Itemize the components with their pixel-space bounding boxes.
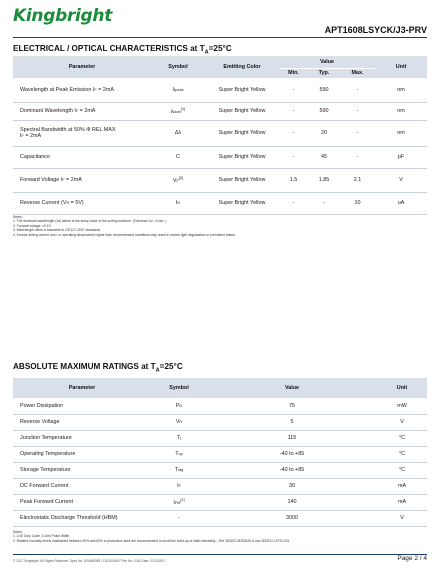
page-number: Page 2 / 4 [397, 555, 427, 562]
cell-parameter: Operating Temperature [13, 446, 151, 462]
table-row [13, 192, 427, 214]
symbol-subscript: FM [174, 500, 181, 505]
header-symbol: Symbol [151, 378, 207, 398]
cell-parameter: Storage Temperature [13, 462, 151, 478]
cell-parameter [13, 120, 151, 146]
kingbright-logo: Kingbright [13, 6, 113, 26]
symbol-subscript: D [179, 404, 183, 408]
header-emitting-color: Emitting Color [205, 56, 279, 78]
note-line: 1. The dominant wavelength (λd) above is the setup value of the sorting machine. (Tolerance λd : ±1nm. ) [13, 219, 167, 224]
cell-min: - [279, 120, 308, 146]
cell-unit: V [377, 510, 427, 526]
cell-min: - [279, 192, 308, 214]
cell-parameter [13, 192, 151, 214]
cell-parameter: Junction Temperature [13, 430, 151, 446]
cell-value: -40 to +85 [207, 462, 377, 478]
header-value: Value [279, 56, 375, 68]
cell-typ: - [308, 192, 340, 214]
param-subscript: F [94, 88, 97, 92]
param-tail: = 5V) [69, 200, 84, 206]
cell-symbol [151, 192, 205, 214]
param-text: Capacitance [20, 154, 50, 160]
header-parameter: Parameter [13, 56, 151, 78]
param-line2: I [20, 133, 22, 139]
cell-unit: pF [375, 146, 427, 168]
cell-min: - [279, 102, 308, 120]
cell-min: - [279, 146, 308, 168]
cell-typ: 590 [308, 78, 340, 102]
cell-typ: 45 [308, 146, 340, 168]
header-parameter: Parameter [13, 378, 151, 398]
cell-symbol [151, 510, 207, 526]
cell-unit: mW [377, 398, 427, 414]
cell-typ: 590 [308, 102, 340, 120]
header-unit: Unit [375, 56, 427, 78]
cell-color: Super Bright Yellow [205, 146, 279, 168]
param-tail: = 2mA [64, 177, 82, 183]
table-row [13, 398, 427, 414]
amr-section-title: ABSOLUTE MAXIMUM RATINGS at $T_A=25^\circ C$ [13, 362, 183, 374]
symbol-text: V [172, 177, 177, 184]
symbol-text: - [178, 515, 180, 521]
symbol-text: I [177, 483, 179, 489]
cell-parameter [13, 168, 151, 192]
eo-notes [13, 215, 427, 237]
cell-symbol [151, 398, 207, 414]
cell-symbol [151, 120, 205, 146]
symbol-superscript: [1] [180, 498, 185, 503]
cell-parameter: DC Forward Current [13, 478, 151, 494]
cell-unit: V [377, 414, 427, 430]
cell-color: Super Bright Yellow [205, 120, 279, 146]
param-subscript: F [75, 109, 79, 113]
symbol-text: T [174, 467, 179, 473]
table-row [13, 430, 427, 446]
param-tail: = 2mA [78, 108, 96, 114]
cell-min: 1.5 [279, 168, 308, 192]
symbol-superscript: [2] [178, 176, 184, 181]
note-line: 4. Excess driving current and / or operating temperature higher than recommended conditions may result in severe light degradation or premature failure. [13, 232, 237, 237]
symbol-text: I [175, 200, 178, 206]
symbol-subscript: F [176, 178, 179, 183]
cell-unit: uA [375, 192, 427, 214]
cell-unit: V [375, 168, 427, 192]
cell-symbol [151, 102, 205, 120]
symbol-text: λ [172, 87, 176, 93]
param-tail: = 2mA [96, 87, 114, 93]
cell-unit: mA [377, 494, 427, 510]
cell-parameter [13, 146, 151, 168]
param-text: Forward Voltage I [20, 177, 63, 183]
cell-unit: nm [375, 120, 427, 146]
cell-unit: nm [375, 78, 427, 102]
cell-max: - [340, 78, 375, 102]
cell-parameter: Power Dissipation [13, 398, 151, 414]
param-subscript: F [62, 178, 65, 182]
absolute-max-ratings-table [13, 378, 427, 527]
symbol-text: T [176, 435, 181, 441]
amr-notes [13, 530, 427, 543]
symbol-subscript: dom [173, 109, 181, 114]
header-value: Value [207, 378, 377, 398]
cell-value: -40 to +85 [207, 446, 377, 462]
cell-symbol [151, 146, 205, 168]
table-row [13, 168, 427, 192]
header-rule [13, 37, 427, 38]
symbol-text: V [175, 419, 180, 425]
cell-symbol [151, 462, 207, 478]
cell-parameter: Electrostatic Discharge Threshold (HBM) [13, 510, 151, 526]
cell-symbol [151, 168, 205, 192]
cell-unit: °C [377, 446, 427, 462]
header-unit: Unit [377, 378, 427, 398]
cell-symbol [151, 478, 207, 494]
page-header [0, 0, 440, 42]
cell-max: - [340, 146, 375, 168]
footer-copyright: © 2017 Kingbright. All Rights Reserved. Spec No: DSAM0089 / 1203014497 Rev No: V.4B Date: 07/31/2017 [13, 559, 166, 563]
cell-value: 115 [207, 430, 377, 446]
table-row [13, 146, 427, 168]
cell-color: Super Bright Yellow [205, 192, 279, 214]
param-text: Dominant Wavelength I [20, 108, 76, 114]
cell-typ: 1.85 [308, 168, 340, 192]
cell-color: Super Bright Yellow [205, 102, 279, 120]
note-line: Notes: [13, 215, 23, 219]
param-text: Reverse Current (V [20, 200, 67, 206]
symbol-subscript: R [179, 420, 183, 424]
symbol-superscript: [1] [180, 107, 186, 112]
symbol-text: C [176, 154, 180, 160]
cell-parameter [13, 102, 151, 120]
note-line: 1. 1/10 Duty Cycle, 0.1ms Pulse Width. [13, 534, 71, 539]
table-row [13, 446, 427, 462]
param-line2-tail: = 2mA [23, 133, 42, 139]
table-row [13, 414, 427, 430]
part-number: APT1608LSYCK/J3-PRV [324, 25, 427, 35]
symbol-subscript: op [178, 452, 183, 456]
table-row [13, 478, 427, 494]
symbol-subscript: F [178, 484, 181, 488]
param-text: Wavelength at Peak Emission I [20, 87, 95, 93]
table-row [13, 494, 427, 510]
cell-unit: °C [377, 462, 427, 478]
note-line: 2. Forward voltage: ±0.1V. [13, 223, 52, 228]
cell-value: 30 [207, 478, 377, 494]
cell-symbol [151, 414, 207, 430]
cell-value: 3000 [207, 510, 377, 526]
table-row [13, 510, 427, 526]
note-line: Notes: [13, 530, 23, 534]
cell-value: 5 [207, 414, 377, 430]
cell-parameter: Peak Forward Current [13, 494, 151, 510]
symbol-subscript: stg [178, 468, 184, 472]
cell-min: - [279, 78, 308, 102]
param-text: Spectral Bandwidth at 50% Φ REL MAX [20, 127, 116, 133]
table-row [13, 462, 427, 478]
cell-max: 2.1 [340, 168, 375, 192]
table-row [13, 102, 427, 120]
table-row [13, 78, 427, 102]
cell-unit: nm [375, 102, 427, 120]
cell-parameter: Reverse Voltage [13, 414, 151, 430]
cell-unit: mA [377, 478, 427, 494]
cell-max: - [340, 120, 375, 146]
param-subscript: R [66, 201, 70, 205]
symbol-text: T [175, 451, 179, 457]
cell-value: 75 [207, 398, 377, 414]
cell-unit: °C [377, 430, 427, 446]
symbol-text: Δλ [174, 130, 182, 136]
footer-rule [13, 554, 427, 555]
cell-symbol [151, 78, 205, 102]
header-symbol: Symbol [151, 56, 205, 78]
symbol-subscript: R [177, 201, 181, 205]
symbol-text: λ [170, 108, 174, 115]
eo-characteristics-table [13, 56, 427, 215]
symbol-subscript: j [180, 436, 182, 440]
table-row [13, 120, 427, 146]
cell-max: 10 [340, 192, 375, 214]
cell-symbol [151, 446, 207, 462]
cell-symbol [151, 494, 207, 510]
param-line2-subscript: F [21, 134, 24, 138]
note-line: 3. Wavelength value is traceable to CIE127-2007 standards. [13, 228, 101, 233]
symbol-subscript: peak [175, 88, 184, 92]
cell-color: Super Bright Yellow [205, 168, 279, 192]
symbol-text: P [175, 403, 180, 409]
header-min: Min. [279, 68, 308, 78]
cell-value: 140 [207, 494, 377, 510]
header-max: Max. [340, 68, 375, 78]
eo-section-title: ELECTRICAL / OPTICAL CHARACTERISTICS at $T_A=25^\circ C$ [13, 44, 232, 56]
symbol-text: I [173, 499, 175, 506]
header-typ: Typ. [308, 68, 340, 78]
cell-parameter [13, 78, 151, 102]
cell-symbol [151, 430, 207, 446]
cell-max: - [340, 102, 375, 120]
note-line: 2. Relative humidity levels maintained between 40% and 60% in production area are recommended to avoid the build-up of static electricity – Ref JEDEC/JESD625-A and JEDEC/J-STD-033. [13, 538, 290, 543]
cell-typ: 20 [308, 120, 340, 146]
cell-color: Super Bright Yellow [205, 78, 279, 102]
